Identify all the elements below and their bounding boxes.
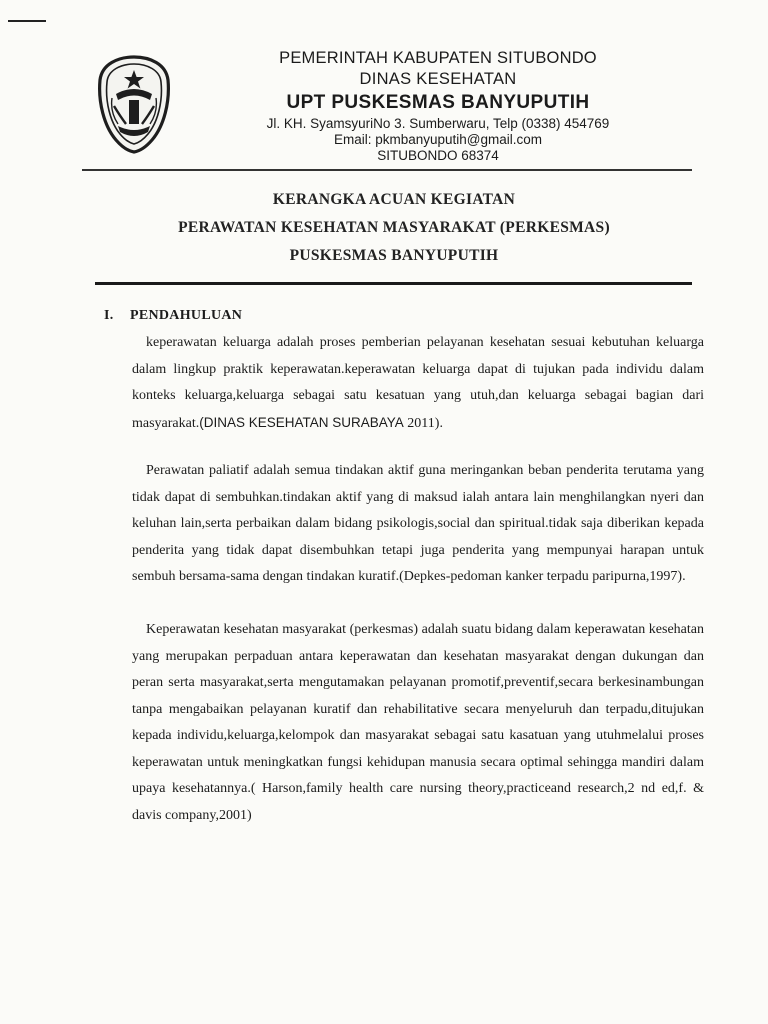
section-heading-text: PENDAHULUAN — [130, 308, 243, 323]
paragraph-1-text: keperawatan keluarga adalah proses pemberian pelayanan kesehatan sesuai kebutuhan keluarga dalam lingkup praktik keperawatan.keperawatan keluarga dapat di tujukan pada individu dalam konteks keluarga,keluarga sebagai satu kesatuan yang utuh,dan keluarga sebagai bagian dari masyarakat. — [132, 335, 704, 431]
title-line-1: KERANGKA ACUAN KEGIATAN — [272, 191, 516, 208]
institution-name: UPT PUSKESMAS BANYUPUTIH — [286, 92, 590, 113]
government-name: PEMERINTAH KABUPATEN SITUBONDO — [279, 49, 597, 67]
letterhead-divider — [82, 169, 692, 171]
paragraph-1-year: 2011). — [403, 415, 443, 431]
section-number: I. — [104, 308, 114, 323]
regency-crest-icon — [96, 54, 172, 154]
title-divider — [95, 282, 692, 285]
section-heading — [104, 308, 242, 324]
department-name: DINAS KESEHATAN — [359, 70, 517, 88]
letterhead — [90, 48, 700, 168]
title-line-3: PUSKESMAS BANYUPUTIH — [289, 247, 499, 264]
title-line-2: PERAWATAN KESEHATAN MASYARAKAT (PERKESMAS) — [178, 219, 610, 236]
paragraph-1 — [132, 330, 704, 437]
paragraph-3: Keperawatan kesehatan masyarakat (perkesmas) adalah suatu bidang dalam keperawatan kesehatan yang merupakan perpaduan antara keperawatan dan kesehatan masyarakat dengan dukungan dan peran serta masyarakat,serta mengutamakan pelayanan promotif,preventif,secara berkesinambungan tanpa mengabaikan pelayanan kuratif dan rehabilitative secara menyeluruh dan terpadu,ditujukan kepada individu,keluarga,kelompok dan masyarakat sebagai satu kasatuan yang utuhmelalui proses keperawatan untuk meningkatkan fungsi kehidupan manusia secara optimal sehingga mandiri dalam upaya kesehatannya.( Harson,family health care nursing theory,practiceand research,2 nd ed,f. & davis company,2001) — [132, 622, 704, 823]
paragraph-2: Perawatan paliatif adalah semua tindakan aktif guna meringankan beban penderita terutama yang tidak dapat di sembuhkan.tindakan aktif yang di maksud ialah antara lain menghilangkan nyeri dan keluhan lain,serta perbaikan dalam bidang psikologis,social dan spiritual.tidak saja diberikan kepada penderita yang tidak dapat disembuhkan tetapi juga penderita yang mempunyai harapan untuk sembuh bersama-sama dengan tindakan kuratif.(Depkes-pedoman kanker terpadu paripurna,1997). — [132, 463, 704, 584]
address-line: Jl. KH. SyamsyuriNo 3. Sumberwaru, Telp (0338) 454769 — [266, 116, 610, 131]
document-title — [96, 186, 692, 270]
city-postcode: SITUBONDO 68374 — [377, 148, 499, 163]
paragraph-1-reference: (DINAS KESEHATAN SURABAYA — [199, 414, 404, 430]
email-line: Email: pkmbanyuputih@gmail.com — [333, 132, 543, 147]
letterhead-text — [188, 48, 688, 164]
scan-corner-mark — [8, 20, 46, 22]
